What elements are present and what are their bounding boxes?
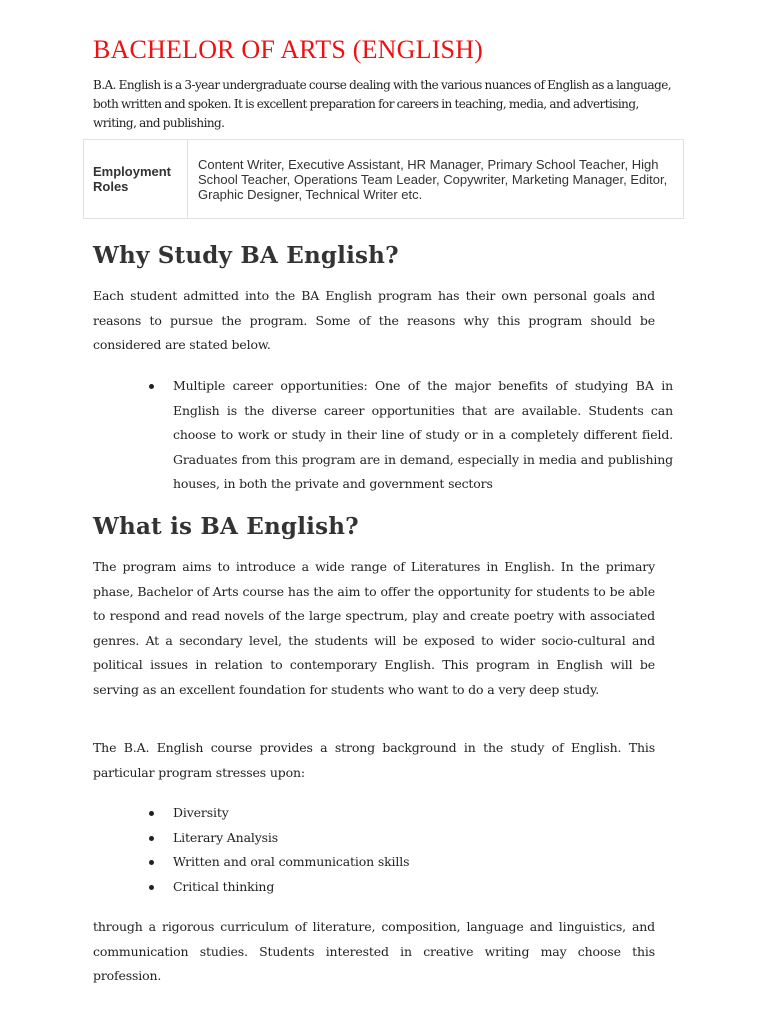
intro-paragraph: B.A. English is a 3-year undergraduate course dealing with the various nuances of English as a language, both written and spoken. It is excellent preparation for careers in teaching, media, and advertising, writing, and publishing. [93,78,672,130]
bullet-icon [149,860,154,865]
what-is-heading: What is BA English? [93,513,359,540]
what-is-paragraph-3: through a rigorous curriculum of literature, composition, language and linguistics, and communication studies. Students interested in creative writing may choose this profession. [93,919,655,983]
bullet-icon [149,885,154,890]
list-item-text: Literary Analysis [173,829,279,845]
what-is-paragraph-1: The program aims to introduce a wide range of Literatures in English. In the primary phase, Bachelor of Arts course has the aim to offer the opportunity for students to be able to respond and read novels of the large spectrum, play and create poetry with associated genres. At a secondary level, the students will be exposed to wider socio-cultural and political issues in relation to contemporary English. This program in English will be serving as an excellent foundation for students who want to do a very deep study. [93,559,655,697]
list-item-text: Diversity [173,805,229,820]
what-is-bullet-list [93,801,673,899]
bullet-icon [149,836,154,841]
why-study-heading: Why Study BA English? [93,242,399,269]
why-study-paragraph: Each student admitted into the BA English program has their own personal goals and reasons to pursue the program. Some of the reasons why this program should be considered are stated below. [93,288,655,352]
list-item [93,826,673,851]
bullet-icon [149,811,154,816]
employment-roles-table [83,139,684,219]
what-is-paragraph-2: The B.A. English course provides a strong background in the study of English. This particular program stresses upon: [93,740,655,780]
list-item-text: Multiple career opportunities: One of the major benefits of studying BA in English is the diverse career opportunities that are available. Students can choose to work or study in their line of study or in a completely different field. Graduates from this program are in demand, especially in media and publishing houses, in both the private and government sectors [173,378,673,491]
bullet-icon [149,384,154,389]
employment-roles-value: Content Writer, Executive Assistant, HR Manager, Primary School Teacher, High School Teacher, Operations Team Leader, Copywriter, Marketing Manager, Editor, Graphic Designer, Technical Writer etc. [198,156,668,202]
list-item-text: Written and oral communication skills [173,854,410,869]
list-item [93,374,673,497]
list-item-text: Critical thinking [173,878,275,894]
employment-roles-label: Employment Roles [84,140,188,218]
list-item [93,850,673,875]
document-title: BACHELOR OF ARTS (ENGLISH) [93,35,484,64]
why-study-bullet-list [93,374,673,497]
list-item [93,801,673,826]
list-item [93,875,673,900]
